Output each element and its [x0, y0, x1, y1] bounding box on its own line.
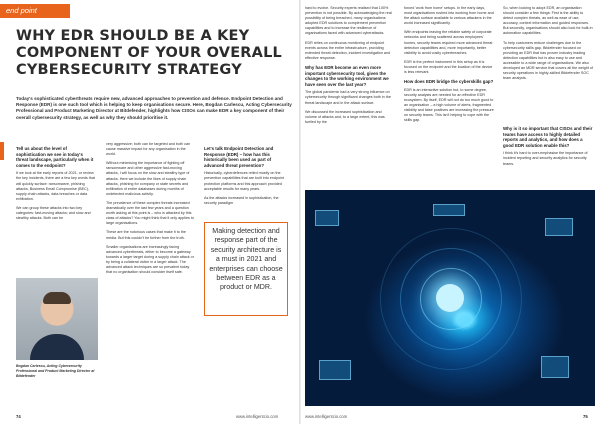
paragraph: If we look at the early reports of 2021, or review the key incidents, there are a few key words that will quickly surface: ransomware, phishing attacks, Business Email Compromise (BEC), supply chain attacks, data breaches or data exfiltration. [16, 171, 95, 201]
hero-panel [319, 360, 351, 380]
paragraph: EDR relies on continuous monitoring of endpoint events across the entire infrastructure, providing extended threat detection, incident investigation and effective response. [305, 40, 391, 60]
paragraph: We can group these attacks into two key categories: fast-moving attacks; and slow and stealthy attacks. Both can be [16, 205, 91, 221]
section-tab [0, 4, 70, 29]
paragraph: With endpoints leaving the reliable safety of corporate networks and being scattered across employees' homes, security teams required more advanced threat detection capabilities and, more importantly, better visibility to avoid costly cyberbreaches. [404, 30, 493, 55]
cybersecurity-hero-image [305, 190, 595, 406]
paragraph: These are the notorious cases that make it to the media. But this couldn't be further from the truth. [106, 230, 186, 240]
paragraph: very aggressive; both can be targeted and both can cause massive impact for any organisation in the world. [106, 142, 191, 157]
article-headline: WHY EDR SHOULD BE A KEY COMPONENT OF YOUR OVERALL CYBERSECURITY STRATEGY [16, 28, 282, 78]
column-2 [106, 142, 194, 279]
column-right-2 [503, 6, 593, 85]
paragraph: So, when looking to adopt EDR, an organisation should consider a few things: First is the ability to detect complex threats, as well as ease of use, accuracy, context information and guided responses. But secondly, organisations should also look for built-in automation capabilities. [503, 6, 593, 36]
hero-panel [541, 356, 569, 378]
footer-url: www.intelligentcio.com [236, 414, 279, 419]
footer-url: www.intelligentcio.com [305, 414, 348, 419]
article-standfirst: Today's sophisticated cyberthreats require new, advanced approaches to prevention and defence. Endpoint Detection and Response (EDR) is one such tool which is helping to keep organisations secure. Here, Bogdan Carlescu, Acting Cybersecurity Professional and Product Marketing Director at Bitdefender, highlights how CISOs can make EDR a key component of their overall cybersecurity strategy, as well as why they should prioritise it. [16, 96, 292, 120]
interview-question: Why is it so important that CISOs and their teams have access to highly detailed reports and analytics, and how does a good EDR solution enable this? [503, 126, 593, 148]
photo-caption: Bogdan Carlescu, Acting Cybersecurity Professional and Product Marketing Director at Bitdefender [16, 364, 95, 378]
paragraph: Smaller organisations are increasingly facing advanced cyberthreats, either to become a gateway towards a larger target during a supply chain attack or by being a collateral victim in a larger attack. The advanced attack techniques are so prevalent today that no organisation should consider itself safe. [106, 244, 194, 275]
paragraph: EDR is an interactive solution but, to some degree, security analysts are needed for an effective EDR ecosystem. By itself, EDR will not do too much good to an organisation – a high volume of alerts, fragmented visibility and false positives are increasing the pressure on security teams. This isn't helping to cope with the skills gap. [404, 87, 494, 123]
section-tab-prefix: end point [6, 6, 37, 15]
left-page [0, 0, 299, 424]
paragraph: Historically, cyberdefences relied mostly on the prevention capabilities that are built into endpoint protection platforms and this approach provided acceptable results for many years. [204, 171, 284, 191]
interview-question: Tell us about the level of sophistication we see in today's threat landscape, particularly when it comes to the endpoint? [16, 146, 94, 168]
column-right-1 [404, 6, 494, 127]
pull-quote: Making detection and response part of the security architecture is a must in 2021 and enterprises can choose between EDR as a product or MDR. [204, 222, 288, 316]
column-3 [204, 142, 292, 210]
hero-panel [315, 210, 339, 226]
column-right-2b [503, 122, 593, 171]
page-number-value: 75 [583, 414, 588, 419]
photo-hair [43, 292, 71, 304]
section-tab-suffix: security [6, 20, 35, 29]
paragraph: As the attacks increased in sophistication, the security paradigm [204, 195, 279, 205]
paragraph: forced 'work from home' setups. In the early days, most organisations rushed into working from home and the attack surface available to various attackers in the world increased significantly. [404, 6, 494, 26]
paragraph: EDR is the perfect instrument in this setup as it is focused on the endpoint and the location of the device is less relevant. [404, 59, 493, 75]
page-number-value: 74 [16, 414, 21, 419]
page-number [16, 414, 21, 419]
interview-question: How does EDR bridge the cyberskills gap? [404, 79, 494, 85]
paragraph: I think it's hard to over-emphasise the importance of incident reporting and security analytics for security teams. [503, 151, 588, 166]
page-number [583, 414, 588, 419]
paragraph: We discussed the increased sophistication and volume of attacks and, to a large extent, this was fuelled by the [305, 109, 385, 124]
interview-question: Let's talk Endpoint Detection and Response (EDR) – how has this historically been used as part of advanced threat prevention? [204, 146, 274, 168]
accent-bar [0, 142, 4, 160]
author-photo [16, 278, 98, 360]
column-continued [305, 6, 393, 129]
paragraph: To help customers reduce challenges due to the cybersecurity skills gap, Bitdefender focused on providing an EDR that has proven industry leading detection capabilities but is also easy to use and accessible to a wide range of organisations. We also developed an MDR service that covers all the weight of security operations in highly-skilled Bitdefender SOC team analysts. [503, 40, 593, 81]
hero-core [436, 284, 464, 312]
interview-question: Why has EDR become an even more important cybersecurity tool, given the changes to the working environment we have seen over the last year? [305, 64, 389, 87]
hero-panel [545, 218, 573, 236]
paragraph: Without minimising the importance of fighting off ransomware and other aggressive fast-moving attacks, I will focus on the slow and stealthy type of attacks. Here we include the likes of supply chain attacks, phishing for company or state secrets and exfiltration of entire databases during months of undetected malicious activity. [106, 161, 190, 196]
right-page [301, 0, 600, 424]
photo-body [30, 334, 84, 360]
hero-panel [433, 204, 465, 216]
column-1 [16, 142, 96, 225]
paragraph: hard to evolve. Security experts realised that 100% prevention is not possible. By acknowledging the real possibility of being breached, many organisations adopted EDR solutions to complement prevention capabilities and to increase the resilience of organisations faced with advanced cyberattacks. [305, 6, 392, 36]
paragraph: The prevalence of these complex threats increased dramatically over the last few years and a question worth asking at this point is – who is attacked by this class of attacks? You might think that it only applies to large organisations. [106, 200, 194, 226]
paragraph: The global pandemic had a very strong influence on cybersecurity through significant changes both in the threat landscape and in the attack surface. [305, 90, 391, 105]
